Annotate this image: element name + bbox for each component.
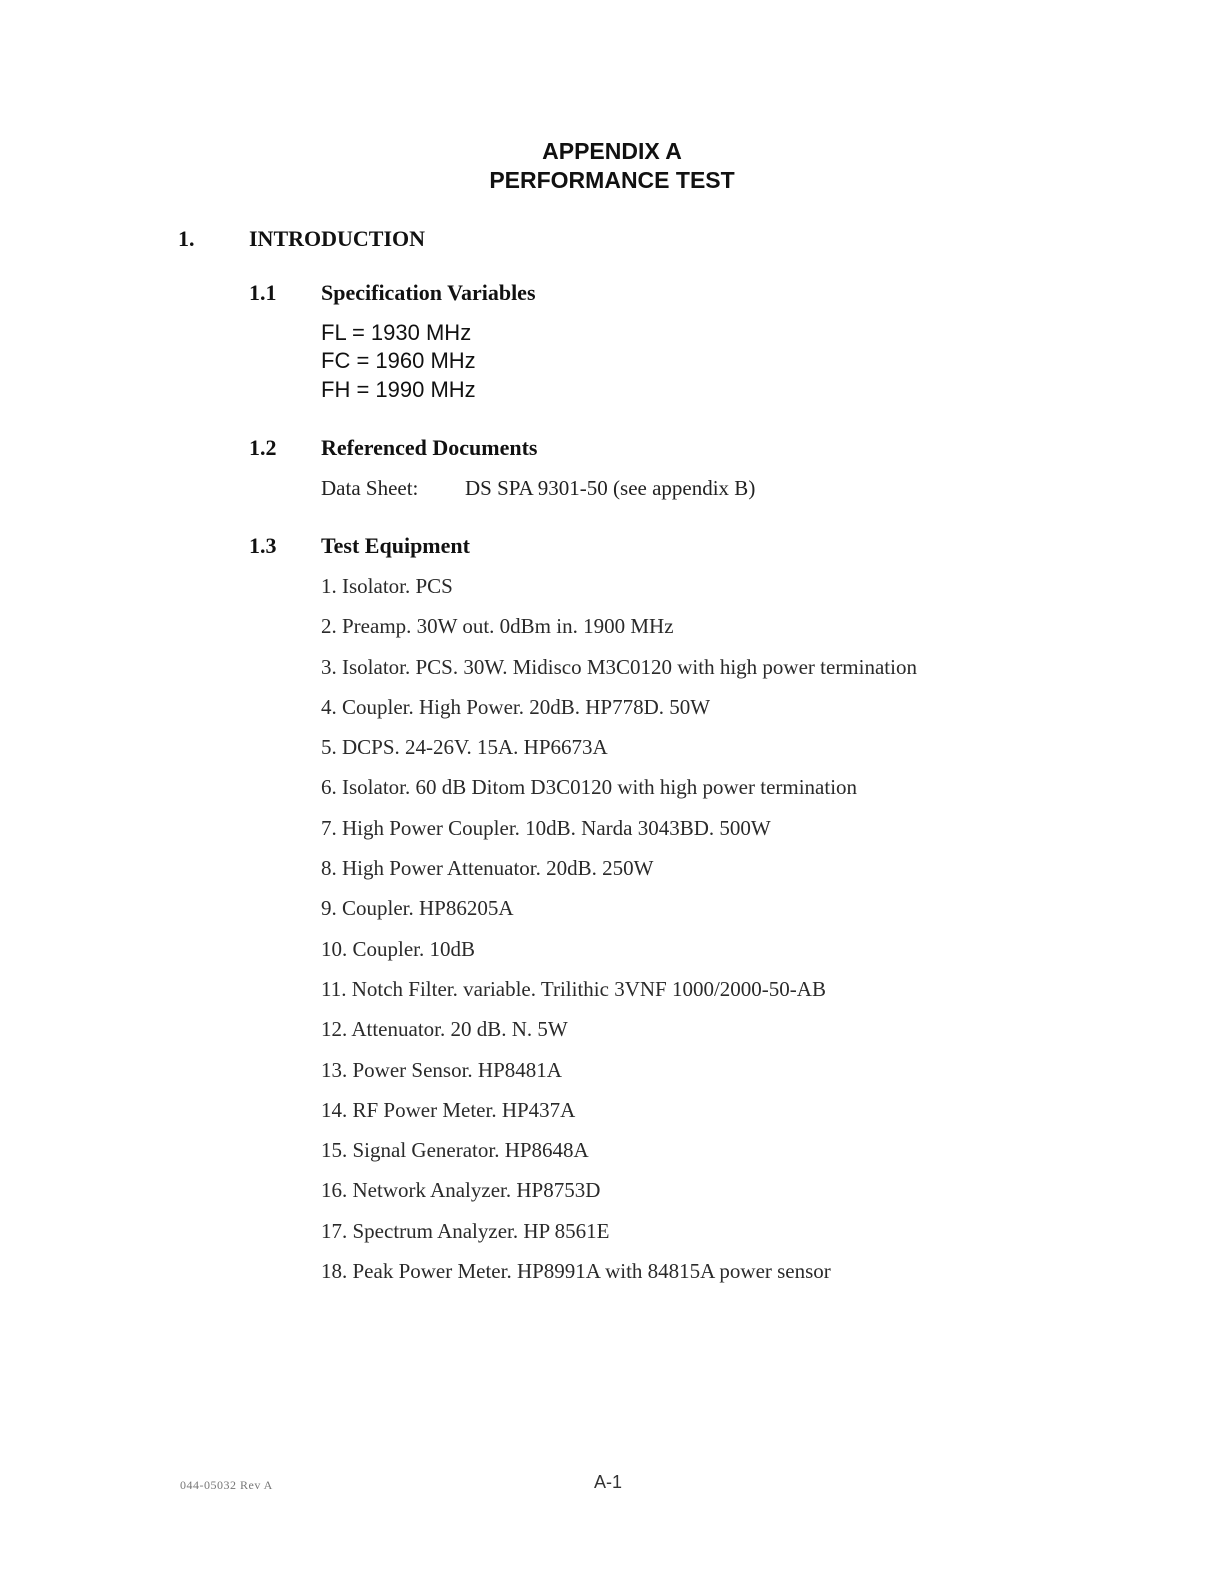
- list-item: 2. Preamp. 30W out. 0dBm in. 1900 MHz: [321, 614, 674, 639]
- list-item: 18. Peak Power Meter. HP8991A with 84815A power sensor: [321, 1259, 831, 1284]
- section-1-3-number: 1.3: [249, 533, 277, 558]
- document-reference: 044-05032 Rev A: [180, 1478, 273, 1492]
- list-item: 3. Isolator. PCS. 30W. Midisco M3C0120 with high power termination: [321, 654, 917, 679]
- section-1-2-title: Referenced Documents: [321, 435, 538, 460]
- list-item: 11. Notch Filter. variable. Trilithic 3VNF 1000/2000-50-AB: [321, 976, 826, 1001]
- spec-variable-fc: FC = 1960 MHz: [321, 348, 476, 373]
- list-item: 17. Spectrum Analyzer. HP 8561E: [321, 1218, 610, 1243]
- test-equipment-list: [321, 572, 917, 1297]
- list-item: 14. RF Power Meter. HP437A: [321, 1097, 576, 1122]
- list-item: 16. Network Analyzer. HP8753D: [321, 1178, 601, 1203]
- list-item: 1. Isolator. PCS: [321, 574, 453, 598]
- section-1-1-number: 1.1: [249, 280, 277, 305]
- appendix-title: APPENDIX A: [542, 138, 682, 164]
- list-item: 7. High Power Coupler. 10dB. Narda 3043BD. 500W: [321, 815, 771, 840]
- section-1-1-title: Specification Variables: [321, 280, 536, 305]
- list-item: 6. Isolator. 60 dB Ditom D3C0120 with high power termination: [321, 775, 858, 800]
- list-item: 15. Signal Generator. HP8648A: [321, 1138, 589, 1163]
- list-item: 13. Power Sensor. HP8481A: [321, 1057, 562, 1082]
- section-1-2-number: 1.2: [249, 435, 277, 460]
- spec-variable-fl: FL = 1930 MHz: [321, 320, 472, 345]
- section-1-number: 1.: [178, 226, 195, 251]
- list-item: 5. DCPS. 24-26V. 15A. HP6673A: [321, 735, 608, 760]
- page-number: A-1: [594, 1472, 623, 1492]
- section-1-3-title: Test Equipment: [321, 533, 470, 558]
- list-item: 4. Coupler. High Power. 20dB. HP778D. 50W: [321, 694, 711, 719]
- section-1-title: INTRODUCTION: [249, 226, 426, 251]
- list-item: 9. Coupler. HP86205A: [321, 896, 514, 921]
- data-sheet-value: DS SPA 9301-50 (see appendix B): [465, 476, 756, 500]
- appendix-subtitle: PERFORMANCE TEST: [489, 167, 735, 193]
- list-item: 10. Coupler. 10dB: [321, 936, 476, 961]
- data-sheet-label: Data Sheet:: [321, 476, 419, 500]
- spec-variable-fh: FH = 1990 MHz: [321, 377, 476, 402]
- list-item: 12. Attenuator. 20 dB. N. 5W: [321, 1017, 568, 1042]
- list-item: 8. High Power Attenuator. 20dB. 250W: [321, 856, 654, 881]
